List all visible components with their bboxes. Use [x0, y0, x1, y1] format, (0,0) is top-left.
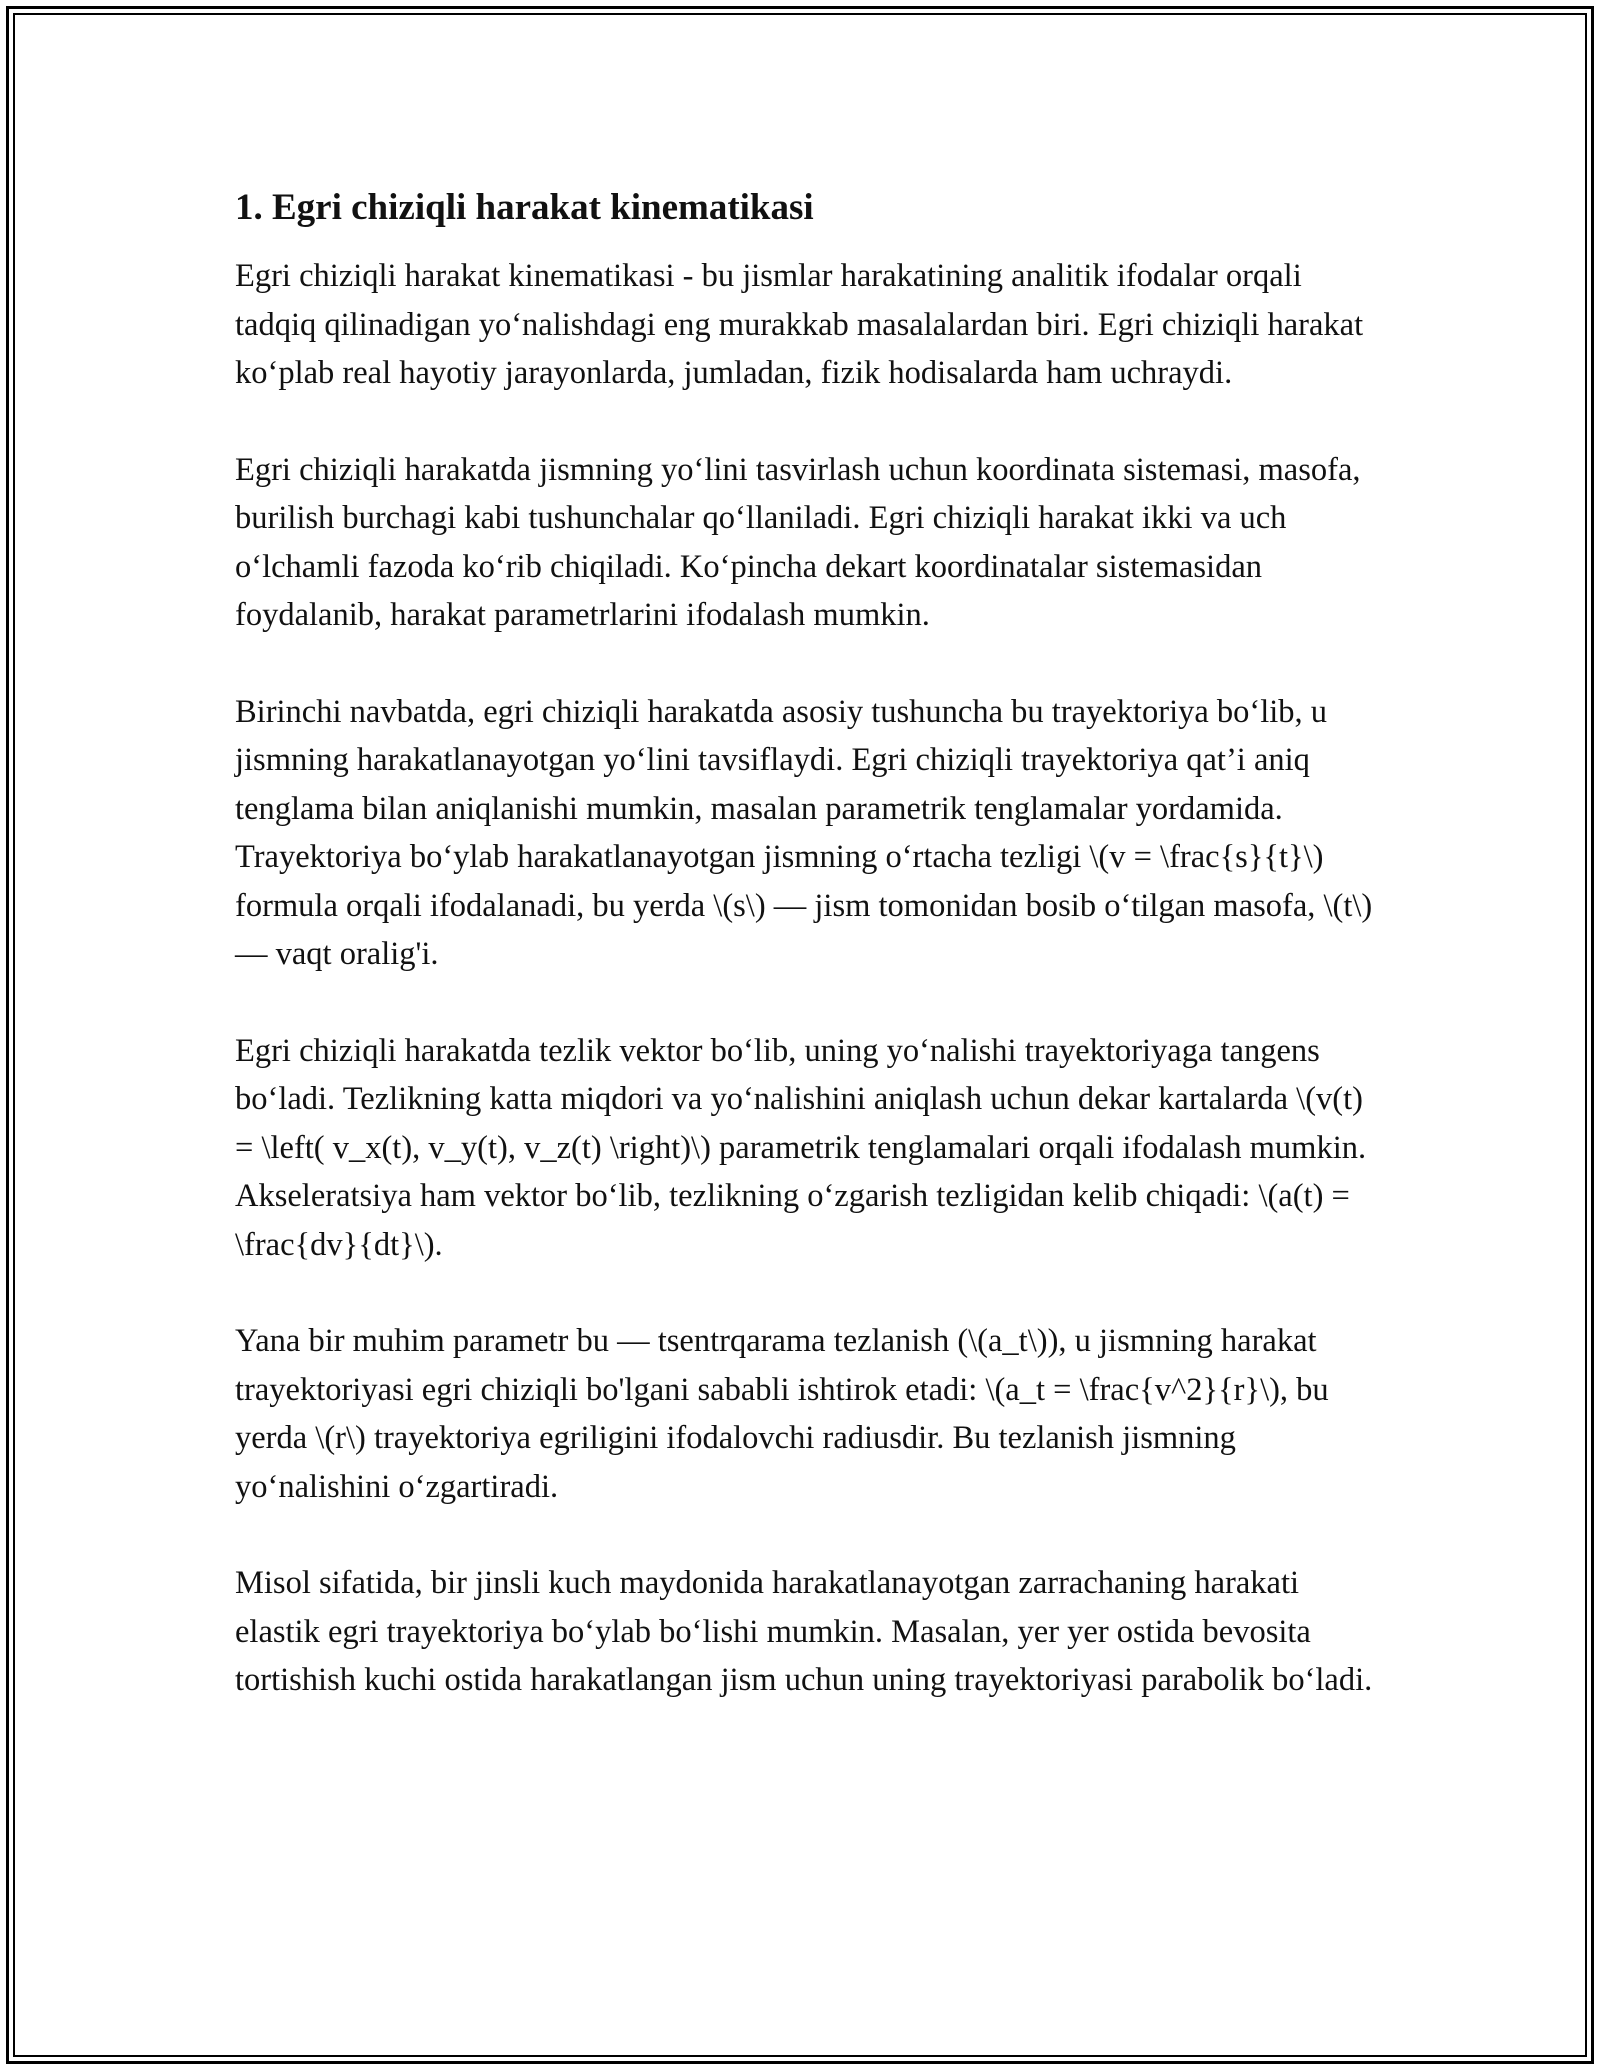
paragraph-velocity: Egri chiziqli harakatda tezlik vektor bo‘lib, uning yo‘nalishi trayektoriyaga tangens bo‘ladi. Tezlikning katta miqdori va yo‘nalishini aniqlash uchun dekar kartalarda \(v(t) = \left( v_x(t), v_y(t), v_z(t) \right)\) parametrik tenglamalari orqali ifodalash mumkin. Akseleratsiya ham vektor bo‘lib, tezlikning o‘zgarish tezligidan kelib chiqadi: \(a(t) = \frac{dv}{dt}\).: [235, 1032, 1367, 1263]
section-title: 1. Egri chiziqli harakat kinematikasi: [235, 187, 814, 228]
paragraph-example: Misol sifatida, bir jinsli kuch maydonida harakatlanayotgan zarrachaning harakati elastik egri trayektoriya bo‘ylab bo‘lishi mumkin. Masalan, yer yer ostida bevosita tortishish kuchi ostida harakatlangan jism uchun uning trayektoriyasi parabolik bo‘ladi.: [235, 1565, 1373, 1699]
paragraph-coordinates: Egri chiziqli harakatda jismning yo‘lini tasvirlash uchun koordinata sistemasi, masofa, burilish burchagi kabi tushunchalar qo‘llaniladi. Egri chiziqli harakat ikki va uch o‘lchamli fazoda ko‘rib chiqiladi. Ko‘pincha dekart koordinatalar sistemasidan foydalanib, harakat parametrlarini ifodalash mumkin.: [235, 451, 1361, 634]
paragraph-intro: Egri chiziqli harakat kinematikasi - bu jismlar harakatining analitik ifodalar orqali tadqiq qilinadigan yo‘nalishdagi eng murakkab masalalardan biri. Egri chiziqli harakat ko‘plab real hayotiy jarayonlarda, jumladan, fizik hodisalarda ham uchraydi.: [235, 258, 1364, 392]
paragraph-centripetal: Yana bir muhim parametr bu — tsentrqarama tezlanish (\(a_t\)), u jismning harakat trayektoriyasi egri chiziqli bo'lgani sababli ishtirok etadi: \(a_t = \frac{v^2}{r}\), bu yerda \(r\) trayektoriya egriligini ifodalovchi radiusdir. Bu tezlanish jismning yo‘nalishini o‘zgartiradi.: [235, 1323, 1329, 1505]
document-body: [235, 186, 1375, 1705]
paragraph-trajectory: Birinchi navbatda, egri chiziqli harakatda asosiy tushuncha bu trayektoriya bo‘lib, u jismning harakatlanayotgan yo‘lini tavsiflaydi. Egri chiziqli trayektoriya qat’i aniq tenglama bilan aniqlanishi mumkin, masalan parametrik tenglamalar yordamida. Trayektoriya bo‘ylab harakatlanayotgan jismning o‘rtacha tezligi \(v = \frac{s}{t}\) formula orqali ifodalanadi, bu yerda \(s\) — jism tomonidan bosib o‘tilgan masofa, \(t\) — vaqt oralig'i.: [235, 693, 1373, 973]
